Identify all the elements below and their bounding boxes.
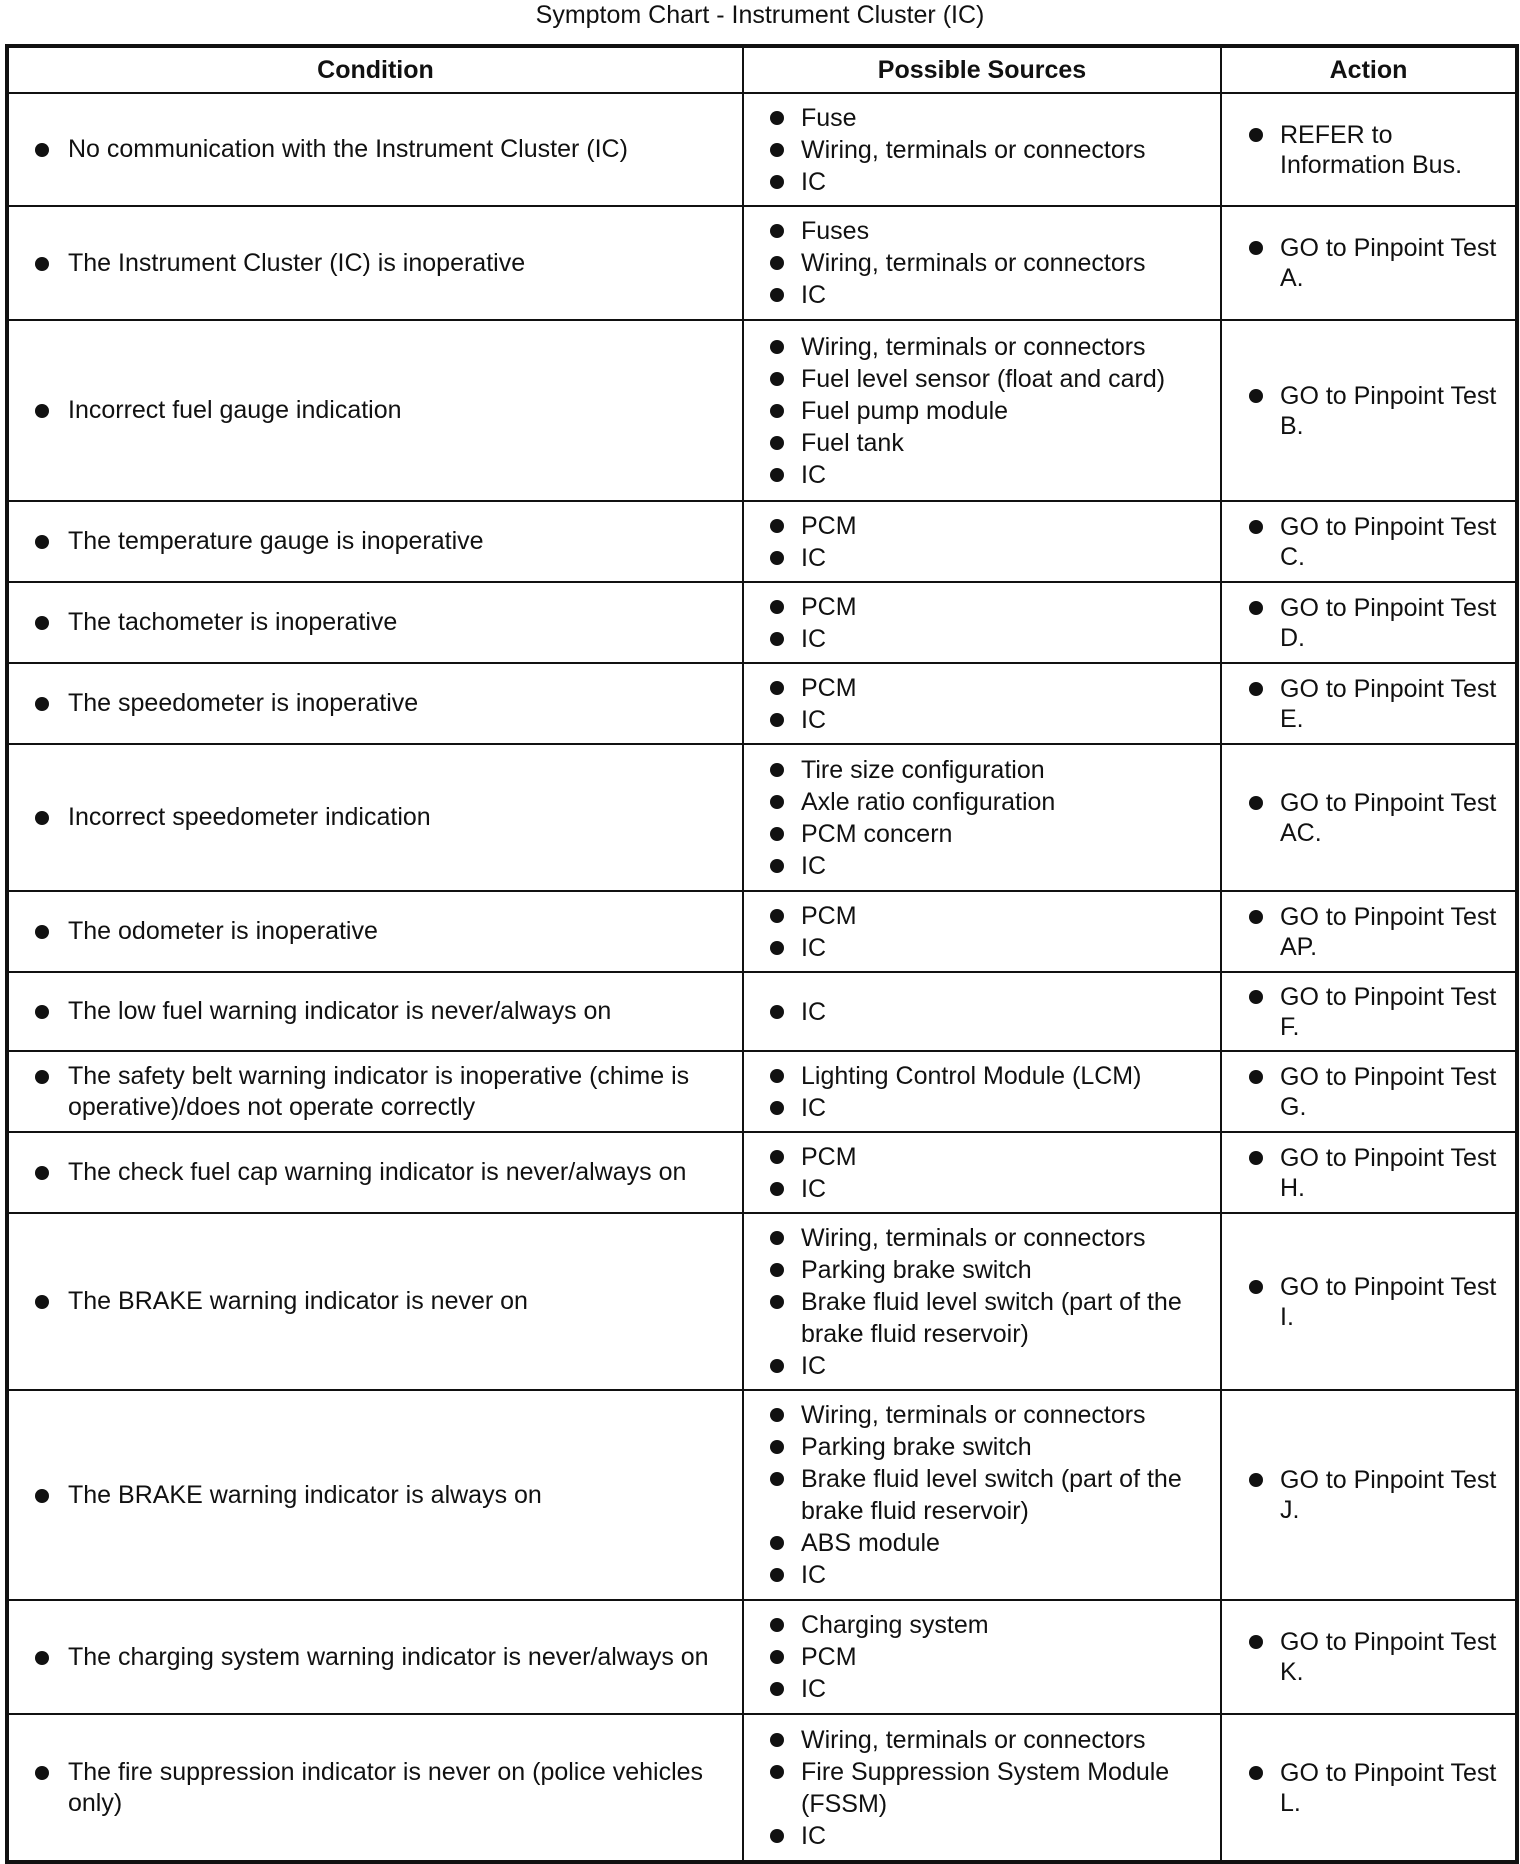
possible-source-item: IC — [744, 459, 1220, 491]
table-row — [7, 582, 1517, 663]
condition-list — [9, 607, 742, 638]
possible-sources-cell — [743, 1132, 1221, 1213]
action-cell — [1221, 1051, 1517, 1132]
action-cell — [1221, 1132, 1517, 1213]
action-text: GO to Pinpoint Test K. — [1222, 1627, 1515, 1687]
possible-sources-list — [744, 996, 1220, 1028]
table-row — [7, 663, 1517, 744]
action-list — [1222, 788, 1515, 848]
possible-source-item: PCM — [744, 1141, 1220, 1173]
condition-text: The BRAKE warning indicator is never on — [9, 1286, 742, 1317]
action-list — [1222, 674, 1515, 734]
table-row — [7, 891, 1517, 972]
action-cell — [1221, 1390, 1517, 1600]
possible-sources-list — [744, 591, 1220, 655]
condition-text: Incorrect speedometer indication — [9, 802, 742, 833]
condition-list — [9, 688, 742, 719]
action-cell — [1221, 1213, 1517, 1390]
action-list — [1222, 233, 1515, 293]
condition-text: The tachometer is inoperative — [9, 607, 742, 638]
condition-cell — [7, 1390, 743, 1600]
condition-cell — [7, 891, 743, 972]
possible-source-item: Parking brake switch — [744, 1431, 1220, 1463]
possible-sources-list — [744, 1141, 1220, 1205]
action-cell — [1221, 1600, 1517, 1714]
action-cell — [1221, 582, 1517, 663]
condition-list — [9, 134, 742, 165]
condition-list — [9, 1286, 742, 1317]
action-text: GO to Pinpoint Test A. — [1222, 233, 1515, 293]
possible-source-item: IC — [744, 704, 1220, 736]
action-text: GO to Pinpoint Test L. — [1222, 1758, 1515, 1818]
action-text: GO to Pinpoint Test I. — [1222, 1272, 1515, 1332]
condition-text: The Instrument Cluster (IC) is inoperative — [9, 248, 742, 279]
action-list — [1222, 512, 1515, 572]
possible-source-item: Brake fluid level switch (part of the brake fluid reservoir) — [744, 1463, 1220, 1527]
action-list — [1222, 1272, 1515, 1332]
action-text: GO to Pinpoint Test AC. — [1222, 788, 1515, 848]
action-list — [1222, 902, 1515, 962]
possible-source-item: Charging system — [744, 1609, 1220, 1641]
possible-sources-cell — [743, 1051, 1221, 1132]
condition-cell — [7, 663, 743, 744]
condition-list — [9, 916, 742, 947]
possible-sources-cell — [743, 744, 1221, 891]
possible-source-item: Wiring, terminals or connectors — [744, 134, 1220, 166]
condition-list — [9, 1642, 742, 1673]
action-cell — [1221, 93, 1517, 206]
possible-source-item: PCM — [744, 1641, 1220, 1673]
possible-source-item: PCM — [744, 591, 1220, 623]
condition-text: The charging system warning indicator is never/always on — [9, 1642, 742, 1673]
possible-source-item: IC — [744, 1673, 1220, 1705]
condition-text: The low fuel warning indicator is never/always on — [9, 996, 742, 1027]
possible-source-item: IC — [744, 996, 1220, 1028]
possible-source-item: Tire size configuration — [744, 754, 1220, 786]
possible-source-item: Parking brake switch — [744, 1254, 1220, 1286]
condition-cell — [7, 1600, 743, 1714]
action-text: GO to Pinpoint Test F. — [1222, 982, 1515, 1042]
table-body — [7, 93, 1517, 1862]
possible-source-item: Lighting Control Module (LCM) — [744, 1060, 1220, 1092]
possible-source-item: PCM — [744, 672, 1220, 704]
possible-source-item: Wiring, terminals or connectors — [744, 1399, 1220, 1431]
condition-list — [9, 1480, 742, 1511]
possible-source-item: Fuse — [744, 102, 1220, 134]
condition-text: The temperature gauge is inoperative — [9, 526, 742, 557]
possible-sources-list — [744, 1399, 1220, 1591]
possible-sources-list — [744, 510, 1220, 574]
action-list — [1222, 593, 1515, 653]
possible-source-item: IC — [744, 932, 1220, 964]
action-cell — [1221, 320, 1517, 501]
condition-list — [9, 395, 742, 426]
possible-source-item: IC — [744, 1173, 1220, 1205]
possible-sources-cell — [743, 663, 1221, 744]
condition-list — [9, 526, 742, 557]
table-row — [7, 501, 1517, 582]
action-list — [1222, 1143, 1515, 1203]
possible-sources-list — [744, 754, 1220, 882]
table-row — [7, 206, 1517, 320]
possible-source-item: Fuel tank — [744, 427, 1220, 459]
possible-source-item: IC — [744, 1820, 1220, 1852]
possible-source-item: Wiring, terminals or connectors — [744, 1222, 1220, 1254]
table-row — [7, 972, 1517, 1051]
possible-source-item: IC — [744, 279, 1220, 311]
condition-text: The fire suppression indicator is never on (police vehicles only) — [9, 1757, 742, 1819]
possible-source-item: Fuel pump module — [744, 395, 1220, 427]
condition-cell — [7, 501, 743, 582]
condition-cell — [7, 1714, 743, 1862]
action-column-header: Action — [1221, 46, 1517, 93]
possible-sources-list — [744, 102, 1220, 198]
possible-sources-list — [744, 215, 1220, 311]
action-text: GO to Pinpoint Test J. — [1222, 1465, 1515, 1525]
possible-source-item: Fire Suppression System Module (FSSM) — [744, 1756, 1220, 1820]
possible-source-item: IC — [744, 623, 1220, 655]
action-cell — [1221, 891, 1517, 972]
possible-source-item: Axle ratio configuration — [744, 786, 1220, 818]
possible-sources-list — [744, 1724, 1220, 1852]
condition-text: The BRAKE warning indicator is always on — [9, 1480, 742, 1511]
chart-title: Symptom Chart - Instrument Cluster (IC) — [535, 1, 985, 29]
possible-sources-cell — [743, 1390, 1221, 1600]
condition-text: No communication with the Instrument Cluster (IC) — [9, 134, 742, 165]
condition-cell — [7, 972, 743, 1051]
condition-text: The odometer is inoperative — [9, 916, 742, 947]
symptom-chart-table — [5, 44, 1519, 1864]
table-row — [7, 1051, 1517, 1132]
table-header-row — [7, 46, 1517, 93]
condition-cell — [7, 1213, 743, 1390]
possible-source-item: Brake fluid level switch (part of the brake fluid reservoir) — [744, 1286, 1220, 1350]
condition-cell — [7, 93, 743, 206]
action-list — [1222, 381, 1515, 441]
condition-list — [9, 248, 742, 279]
possible-sources-cell — [743, 1600, 1221, 1714]
action-cell — [1221, 972, 1517, 1051]
possible-source-item: IC — [744, 1559, 1220, 1591]
possible-sources-cell — [743, 206, 1221, 320]
action-list — [1222, 1758, 1515, 1818]
possible-sources-cell — [743, 1714, 1221, 1862]
action-text: GO to Pinpoint Test E. — [1222, 674, 1515, 734]
condition-cell — [7, 206, 743, 320]
possible-source-item: ABS module — [744, 1527, 1220, 1559]
action-text: GO to Pinpoint Test AP. — [1222, 902, 1515, 962]
condition-cell — [7, 744, 743, 891]
action-cell — [1221, 1714, 1517, 1862]
table-row — [7, 1600, 1517, 1714]
table-row — [7, 1390, 1517, 1600]
table-row — [7, 1213, 1517, 1390]
possible-source-item: IC — [744, 166, 1220, 198]
table-row — [7, 93, 1517, 206]
possible-source-item: PCM concern — [744, 818, 1220, 850]
condition-cell — [7, 320, 743, 501]
action-text: GO to Pinpoint Test C. — [1222, 512, 1515, 572]
action-text: GO to Pinpoint Test H. — [1222, 1143, 1515, 1203]
possible-sources-cell — [743, 1213, 1221, 1390]
possible-sources-list — [744, 672, 1220, 736]
action-list — [1222, 1627, 1515, 1687]
possible-sources-list — [744, 331, 1220, 491]
condition-list — [9, 802, 742, 833]
possible-source-item: IC — [744, 1350, 1220, 1382]
condition-list — [9, 1157, 742, 1188]
condition-column-header: Condition — [7, 46, 743, 93]
action-list — [1222, 1062, 1515, 1122]
table-row — [7, 1132, 1517, 1213]
possible-source-item: Wiring, terminals or connectors — [744, 1724, 1220, 1756]
possible-source-item: Wiring, terminals or connectors — [744, 247, 1220, 279]
condition-cell — [7, 1132, 743, 1213]
condition-list — [9, 1757, 742, 1819]
possible-sources-list — [744, 1222, 1220, 1382]
table-row — [7, 320, 1517, 501]
action-text: GO to Pinpoint Test D. — [1222, 593, 1515, 653]
possible-sources-cell — [743, 320, 1221, 501]
action-cell — [1221, 663, 1517, 744]
condition-text: Incorrect fuel gauge indication — [9, 395, 742, 426]
action-text: REFER to Information Bus. — [1222, 120, 1515, 180]
condition-cell — [7, 582, 743, 663]
possible-sources-cell — [743, 501, 1221, 582]
action-cell — [1221, 206, 1517, 320]
possible-sources-cell — [743, 891, 1221, 972]
possible-source-item: IC — [744, 1092, 1220, 1124]
condition-text: The check fuel cap warning indicator is never/always on — [9, 1157, 742, 1188]
possible-sources-cell — [743, 582, 1221, 663]
condition-list — [9, 1061, 742, 1123]
possible-source-item: Wiring, terminals or connectors — [744, 331, 1220, 363]
action-list — [1222, 1465, 1515, 1525]
action-list — [1222, 120, 1515, 180]
action-list — [1222, 982, 1515, 1042]
possible-source-item: Fuel level sensor (float and card) — [744, 363, 1220, 395]
action-text: GO to Pinpoint Test G. — [1222, 1062, 1515, 1122]
possible-source-item: IC — [744, 542, 1220, 574]
possible-sources-column-header: Possible Sources — [743, 46, 1221, 93]
possible-source-item: IC — [744, 850, 1220, 882]
condition-text: The safety belt warning indicator is inoperative (chime is operative)/does not operate correctly — [9, 1061, 742, 1123]
condition-cell — [7, 1051, 743, 1132]
possible-source-item: PCM — [744, 900, 1220, 932]
condition-list — [9, 996, 742, 1027]
possible-source-item: PCM — [744, 510, 1220, 542]
possible-sources-cell — [743, 972, 1221, 1051]
condition-text: The speedometer is inoperative — [9, 688, 742, 719]
action-cell — [1221, 501, 1517, 582]
possible-source-item: Fuses — [744, 215, 1220, 247]
possible-sources-list — [744, 900, 1220, 964]
table-row — [7, 1714, 1517, 1862]
action-cell — [1221, 744, 1517, 891]
action-text: GO to Pinpoint Test B. — [1222, 381, 1515, 441]
possible-sources-cell — [743, 93, 1221, 206]
possible-sources-list — [744, 1609, 1220, 1705]
table-row — [7, 744, 1517, 891]
possible-sources-list — [744, 1060, 1220, 1124]
